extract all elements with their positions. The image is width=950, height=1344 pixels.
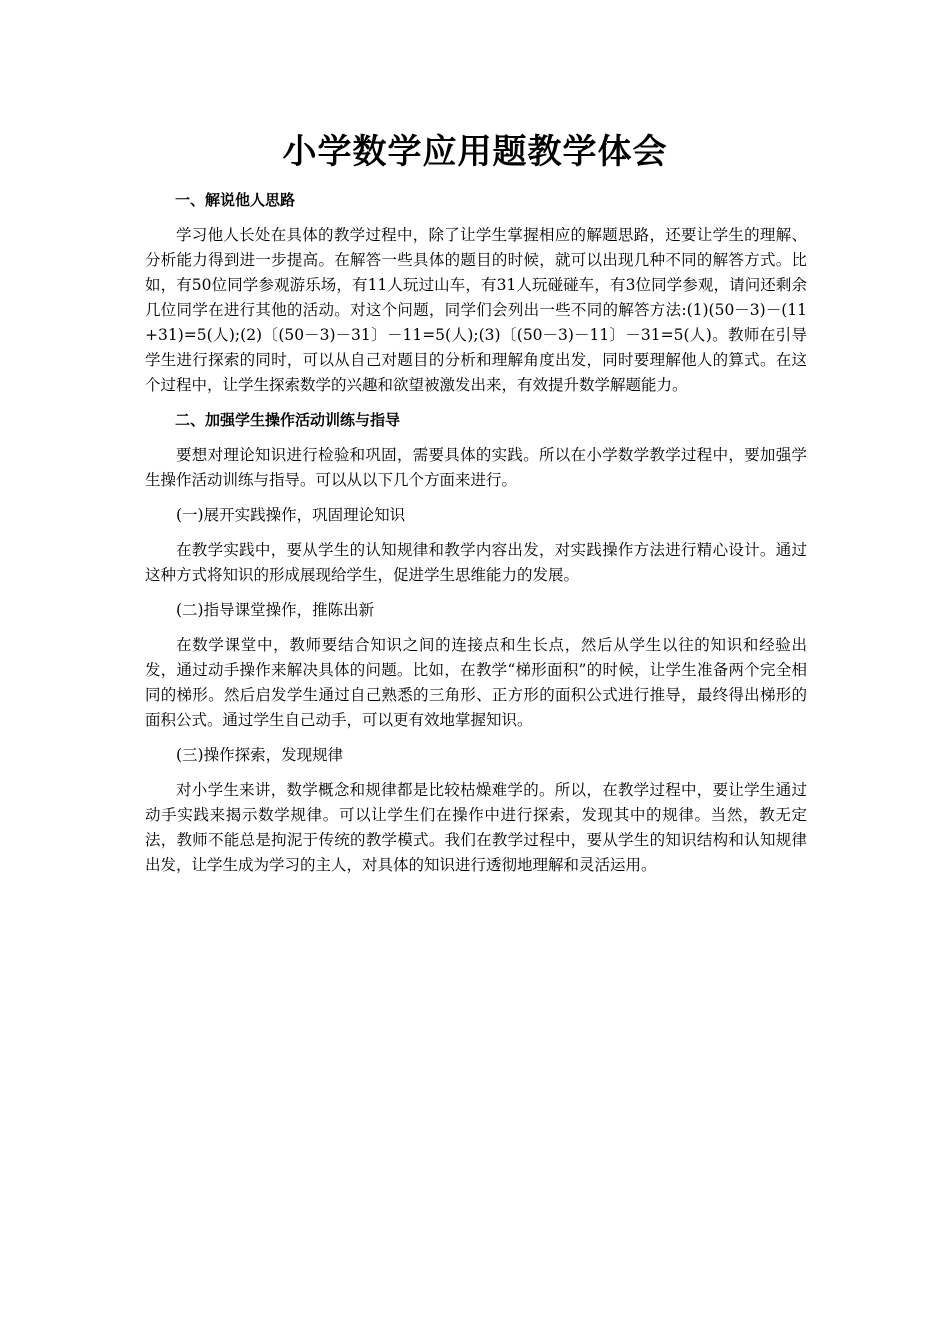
document-body — [145, 188, 807, 878]
page-title: 小学数学应用题教学体会 — [282, 132, 668, 172]
subsection-3-paragraph: 对小学生来讲，数学概念和规律都是比较枯燥难学的。所以，在教学过程中，要让学生通过动手实践来揭示数学规律。可以让学生们在操作中进行探索，发现其中的规律。当然，教无定法，教师不能总是拘泥于传统的教学模式。我们在教学过程中，要从学生的知识结构和认知规律出发，让学生成为学习的主人，对具体的知识进行透彻地理解和灵活运用。 — [145, 781, 807, 874]
section-2-paragraph-1: 要想对理论知识进行检验和巩固，需要具体的实践。所以在小学数学教学过程中，要加强学生操作活动训练与指导。可以从以下几个方面来进行。 — [145, 446, 807, 489]
section-1-paragraph-1: 学习他人长处在具体的教学过程中，除了让学生掌握相应的解题思路，还要让学生的理解、分析能力得到进一步提高。在解答一些具体的题目的时候，就可以出现几种不同的解答方式。比如，有50位同学参观游乐场，有11人玩过山车，有31人玩碰碰车，有3位同学参观，请问还剩余几位同学在进行其他的活动。对这个问题，同学们会列出一些不同的解答方法:(1)(50－3)－(11+31)=5(人);(2)〔(50－3)－31〕－11=5(人);(3)〔(50－3)－11〕－31=5(人)。教师在引导学生进行探索的同时，可以从自己对题目的分析和理解角度出发，同时要理解他人的算式。在这个过程中，让学生探索数学的兴趣和欲望被激发出来，有效提升数学解题能力。 — [145, 226, 807, 394]
section-heading-1: 一、解说他人思路 — [175, 191, 296, 209]
subsection-heading-2: (二)指导课堂操作，推陈出新 — [176, 601, 375, 619]
section-heading-2: 二、加强学生操作活动训练与指导 — [175, 411, 401, 429]
subsection-1-paragraph: 在教学实践中，要从学生的认知规律和教学内容出发，对实践操作方法进行精心设计。通过这种方式将知识的形成展现给学生，促进学生思维能力的发展。 — [145, 541, 807, 584]
subsection-heading-1: (一)展开实践操作，巩固理论知识 — [176, 506, 406, 524]
subsection-2-paragraph: 在数学课堂中，教师要结合知识之间的连接点和生长点，然后从学生以往的知识和经验出发，通过动手操作来解决具体的问题。比如，在教学“梯形面积”的时候，让学生准备两个完全相同的梯形。然后启发学生通过自己熟悉的三角形、正方形的面积公式进行推导，最终得出梯形的面积公式。通过学生自己动手，可以更有效地掌握知识。 — [145, 636, 807, 729]
subsection-heading-3: (三)操作探索，发现规律 — [176, 746, 344, 764]
